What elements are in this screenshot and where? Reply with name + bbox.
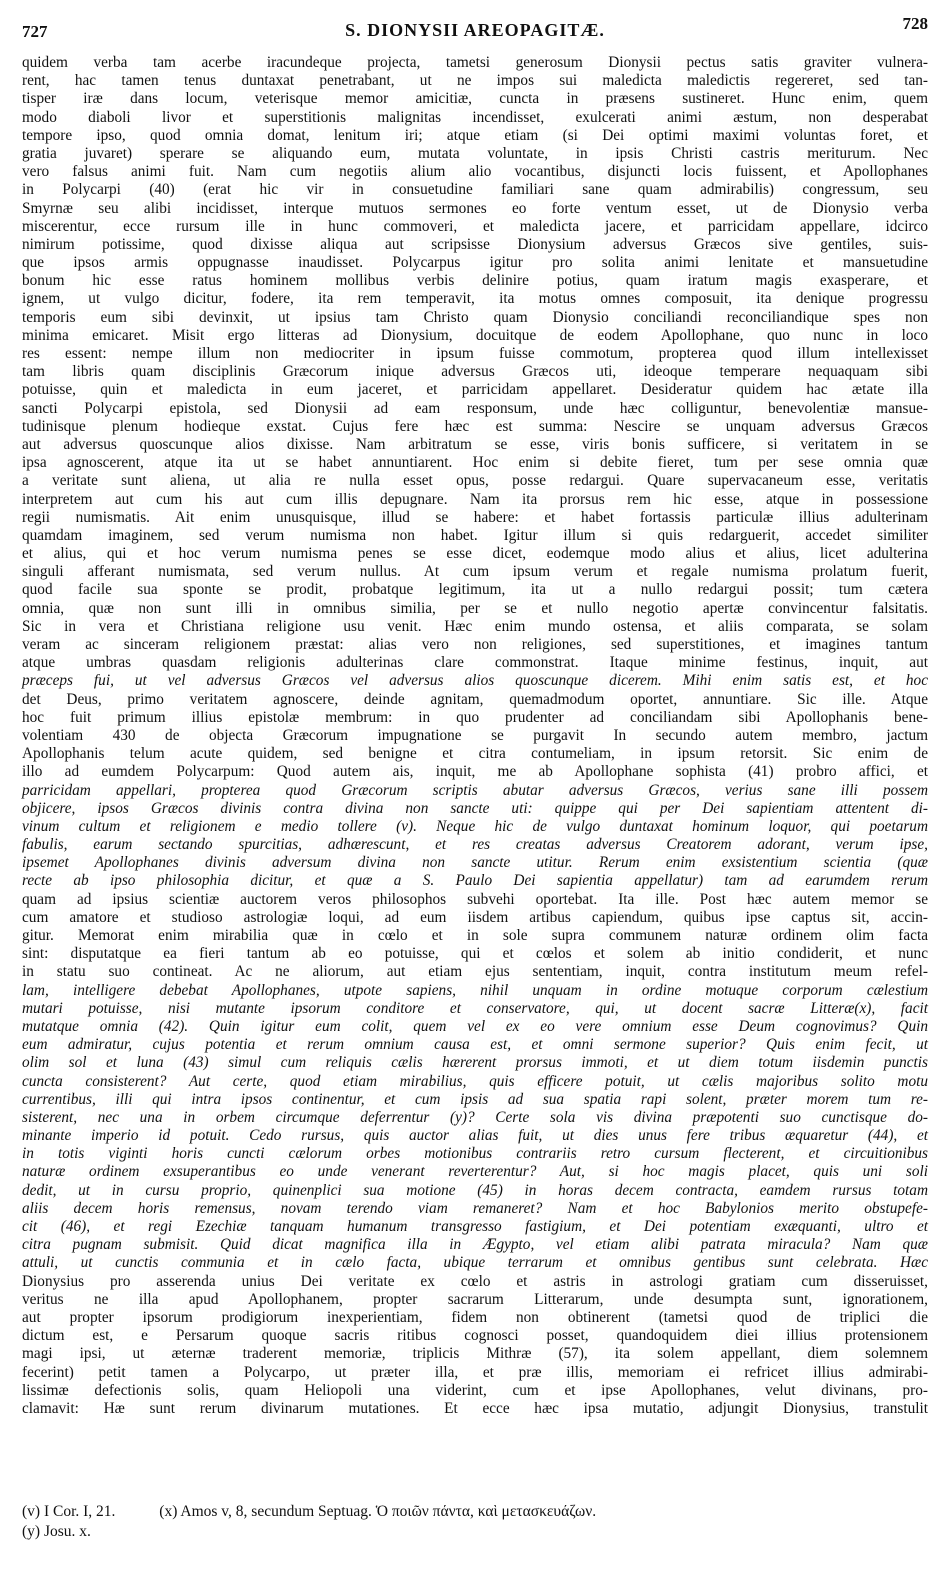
text-line: olim sol et luna (43) simul cum reliquis cælis hærerent prorsus immoti, et ut diem totum iisdemin punctis (22, 1054, 928, 1072)
text-line: in totis viginti horis cuncti cælorum orbes motionibus contrariis retro cursum flecterent, et circuitionibus (22, 1145, 928, 1163)
text-line: sancti Polycarpi epistola, sed Dionysii ad eam responsum, unde hæc colliguntur, benevolentiæ mansue- (22, 399, 928, 417)
text-line: dedit, ut in cursu proprio, quinenplici sua motione (45) in horas decem contracta, eamdem rursus totam (22, 1181, 928, 1199)
text-line: quidem verba tam acerbe iracundeque projecta, tametsi generosum Dionysii pectus satis graviter vulnera- (22, 54, 928, 71)
text-line: in statu suo contineat. Ac ne aliorum, aut etiam ejus sententiam, inquit, contra institutum meum refel- (22, 963, 928, 981)
text-line: veritus ne illa apud Apollophanem, propter sacrarum Litterarum, unde desumpta sunt, ignorationem, (22, 1290, 928, 1308)
text-line: mutatque omnia (42). Quin igitur eum colit, quem vel ex eo vere omnium esse Deum cognovimus? Quin (22, 1017, 928, 1035)
text-line: volentiam 430 de objecta Græcorum impugnatione se purgavit In secundo autem membro, jactum (22, 726, 928, 744)
text-line: currentibus, illi qui intra ipsos continentur, et cum ipsis ad sua spatia rapi solent, præter morem tum re- (22, 1090, 928, 1108)
text-line: Apollophanis telum acute quidem, sed benigne et citra contumeliam, in ipsum retorsit. Sic enim de (22, 745, 928, 763)
text-line: minima emicaret. Misit ergo litteras ad Dionysium, docuitque de eodem Apollophane, quo nunc in loco (22, 326, 928, 344)
text-line: modo diaboli livor et superstitionis malignitas incendisset, exulcerati animi æstum, non desperabat (22, 108, 928, 126)
footnotes (22, 1502, 928, 1542)
running-header (22, 8, 928, 48)
text-line: eum admiratur, cujus potentia et rerum omnium causa est, et omni sermone superior? Quis enim fecit, ut (22, 1036, 928, 1054)
text-line: clamavit: Hæ sunt rerum divinarum mutationes. Et ecce hæc ipsa mutatio, adjungit Dionysius, transtulit (22, 1399, 928, 1417)
text-line: Smyrnæ seu alibi incidisset, interque mutuos sermones eo forte ventum esset, ut de Dionysio verba (22, 199, 928, 217)
text-line: sisterent, nec una in orbem circumque deferrentur (y)? Certe sola vis divina præpotenti suo cunctisque do- (22, 1108, 928, 1126)
text-line: res essent: nempe illum non mediocriter in ipsum fuisse commotum, propterea quod illum intellexisset (22, 345, 928, 362)
text-line: atque umbras quasdam religionis adulterinas clare commonstrat. Itaque minime festinus, inquit, aut (22, 654, 928, 672)
text-line: fabulis, earum sectando spurcitias, adhærescunt, et res creatas adversus Creatorem adorant, verum ipse, (22, 836, 928, 854)
text-line: attuli, ut cunctis communia et in cælo facta, ubique terrarum et omnibus gentibus sunt celebrata. Hæc (22, 1254, 928, 1272)
page-number-left: 727 (22, 22, 48, 41)
text-line: ipsa agnoscerent, atque ita ut se habet annuntiarent. Hoc enim si debite fieret, tum per sese omnia quæ (22, 454, 928, 472)
running-title: S. DIONYSII AREOPAGITÆ. (345, 20, 605, 40)
text-line: veram ac sinceram religionem præstat: alias vero non religiones, sed superstitiones, et imagines tantum (22, 636, 928, 653)
page (22, 8, 928, 1540)
footnote-v: (v) I Cor. I, 21. (22, 1503, 116, 1520)
text-line: temporis eum sibi devinxit, ut ipsius tam Christo quam Dionysio conciliandi reconciliandique spes non (22, 308, 928, 326)
text-line: miscerentur, ecce rursum ille in hunc commoveri, et maledicta jacere, et parricidam appellare, idcirco (22, 217, 928, 235)
text-line: sint: disputatque ea fieri tantum ab eo potuisse, qui et cœlos et solem ab initio condiderit, et nunc (22, 945, 928, 963)
text-line: bonum hic esse ratus hominem mollibus verbis delinire potius, quam iratum magis exasperare, et (22, 272, 928, 290)
text-line: aut propter ipsorum prodigiorum inexperientiam, fidem non obtinerent (tametsi quod de triplici die (22, 1308, 928, 1326)
text-line: tisper iræ dans locum, veterisque memor amicitiæ, cuncta in præsens sustineret. Hunc enim, quem (22, 90, 928, 108)
text-line: gratia juvaret) sperare se aliquando eum, mutata voluntate, in ipsis Christi castris meriturum. Nec (22, 144, 928, 162)
text-line: Dionysius pro asserenda unius Dei veritate ex cœlo et astris in astrologi gratiam cum disseruisset, (22, 1272, 928, 1290)
text-line: recte ab ipso philosophia dicitur, et quæ a S. Paulo Dei sapientia appellatur) tam ad earumdem rerum (22, 872, 928, 890)
text-line: hoc fuit primum illius epistolæ membrum: in quo prudenter ad conciliandam sibi Apollophanis bene- (22, 708, 928, 726)
text-line: citra pugnam submisit. Quid dicat magnifica illa in Ægypto, vel etiam alibi patrata miracula? Nam quæ (22, 1236, 928, 1254)
text-line: aut adversus quoscunque alios dixisse. Nam arbitratum se esse, viris bonis sufficere, si veritatem in se (22, 435, 928, 453)
text-line: dictum est, e Persarum quoque sacris ritibus cognosci posset, quandoquidem diei illius protensionem (22, 1327, 928, 1345)
text-line: quam ad ipsius scientiæ auctorem veros philosophos subvehi oportebat. Ita ille. Post hæc autem memor se (22, 890, 928, 908)
text-line: regii numismatis. Ait enim unusquisque, illud se habere: et habet fortassis particulæ illius adulterinam (22, 508, 928, 526)
text-line: magi ipsi, ut æternæ traderent memoriæ, triplicis Mithræ (57), ita solem appellant, diem solemnem (22, 1345, 928, 1363)
text-line: que ipsos armis oppugnasse inaudisset. Polycarpus igitur pro solita animi lenitate et mansuetudine (22, 254, 928, 272)
text-line: a veritate sunt aliena, ut alia re nulla esset opus, posse redargui. Quare supervacaneum esse, veritatis (22, 472, 928, 490)
text-line: nimirum potissime, quod dixisse aliqua aut scripsisse Dionysium adversus Græcos sive gentiles, suis- (22, 235, 928, 253)
text-line: fecerint) petit tamen a Polycarpo, ut præter illa, et præ illis, memoriam ei refricet illius admirabi- (22, 1363, 928, 1381)
footnote-x: (x) Amos v, 8, secundum Septuag. Ὁ ποιῶν πάντα, καὶ μετασκευάζων. (159, 1503, 597, 1520)
text-line: potuisse, quin et maledicta in eum jaceret, et parricidam appellaret. Desideratur quidem hac ætate illa (22, 381, 928, 399)
text-line: rent, hac tamen tenus duntaxat penetrabant, ut ne impos sui maledicta maledictis regereret, sed tan- (22, 72, 928, 90)
text-line: et alius, qui et hoc verum numisma penes se esse dicet, eodemque modo alius et alius, licet adulterina (22, 545, 928, 563)
text-line: præceps fui, ut vel adversus Græcos vel adversus alios quoscunque dicerem. Mihi enim satis est, et hoc (22, 672, 928, 690)
text-line: gitur. Memorat enim mirabilia quæ in cœlo et in sole supra communem naturæ ordinem olim facta (22, 927, 928, 944)
text-line: lam, intelligere debebat Apollophanes, utpote sapiens, nihil unquam in ordine motuque corporum cælestium (22, 981, 928, 999)
text-line: parricidam appellari, propterea quod Græcorum scriptis abutar adversus Græcos, verius sane illi possem (22, 781, 928, 799)
text-line: minante imperio id potuit. Cedo rursus, quis auctor alias fuit, ut dies unus fere tribus æquaretur (44), et (22, 1127, 928, 1145)
page-number-right: 728 (902, 14, 928, 33)
text-line: tudinisque plenum hodieque exstat. Cujus fere hæc est summa: Nescire se unquam adversus Græcos (22, 417, 928, 435)
footnote-y: (y) Josu. x. (22, 1523, 91, 1540)
text-line: illo ad eumdem Polycarpum: Quod autem ais, inquit, me ab Apollophane sophista (41) probro affici, et (22, 763, 928, 781)
text-line: det Deus, primo veritatem agnoscere, deinde agnitam, quemadmodum oportet, annuntiare. Sic ille. Atque (22, 690, 928, 708)
text-line: in Polycarpi (40) (erat hic vir in consuetudine familiari sane quam admirabilis) congressum, seu (22, 181, 928, 199)
text-line: singuli afferant numismata, sed verum nullus. At cum ipsum verum et regale numisma prolatum fuerit, (22, 563, 928, 581)
text-line: lissimæ defectionis solis, quam Heliopoli una viderint, cum et ipse Apollophanes, velut divinans, pro- (22, 1381, 928, 1399)
text-line: interpretem aut cum his aut cum illis depugnare. Nam ita prorsus rem hic esse, atque in possessione (22, 490, 928, 508)
text-line: quamdam imaginem, sed verum numisma non habet. Igitur illum si quis redarguerit, accedet similiter (22, 526, 928, 544)
text-line: mutari potuisse, nisi mutante ipsorum conditore et conservatore, qui, ut docent sacræ Litteræ(x), facit (22, 999, 928, 1017)
text-line: aliis decem horis remensus, novam terendo viam remaneret? Nam et hoc Babylonios merito obstupefe- (22, 1199, 928, 1217)
text-line: cum amatore et studioso astrologiæ loqui, ad eum iisdem artibus capiendum, quibus ipse captus sit, accin- (22, 908, 928, 926)
text-line: ignem, ut vulgo dicitur, fodere, ita rem temperavit, ita motus omnes composuit, ita denique progressu (22, 290, 928, 308)
text-line: tempore ipso, quod omnia domat, lenitum iri; atque etiam (si Dei optimi maximi voluntas foret, et (22, 126, 928, 144)
text-line: quod facile sua sponte se prodit, probatque legitimum, ita ut a nullo redargui possit; tum cætera (22, 581, 928, 599)
text-line: Sic in vera et Christiana religione usu venit. Hæc enim mundo ostensa, et aliis comparata, se solam (22, 617, 928, 635)
text-line: vero falsus animi fuit. Nam cum negotiis alium alio vocantibus, disjuncti locis fuissent, et Apollophanes (22, 163, 928, 181)
text-line: ipsemet Apollophanes divinis adversum divina non sancte utitur. Rerum enim exsistentium scientia (quæ (22, 854, 928, 872)
footnote-row-2 (22, 1522, 928, 1542)
text-line: tam libris quam disciplinis Græcorum inique adversus Græcos uti, ideoque temperare nequaquam sibi (22, 363, 928, 381)
text-line: cuncta consisterent? Aut certe, quod etiam mirabilius, quis efficere potuit, ut cælis majoribus solito motu (22, 1072, 928, 1090)
text-line: cit (46), et regi Ezechiæ tanquam humanum transgresso fastigium, et Dei potentiam exæquanti, ultro et (22, 1218, 928, 1235)
text-line: naturæ ordinem exsuperantibus eo unde venerant reverterentur? Aut, si hoc magis placet, quis uni soli (22, 1163, 928, 1181)
body-text (22, 54, 928, 1418)
text-line: vinum cultum et religionem e medio tollere (v). Neque hic de vulgo duntaxat hominum loquor, qui poetarum (22, 817, 928, 835)
text-line: objicere, ipsos Græcos divinis contra divina non sancte uti: quippe qui per Dei sapientiam attentent di- (22, 799, 928, 817)
footnote-row-1 (22, 1502, 928, 1522)
text-line: omnia, quæ non sunt illi in omnibus similia, per se et nullo negotio apertæ convincentur falsitatis. (22, 599, 928, 617)
